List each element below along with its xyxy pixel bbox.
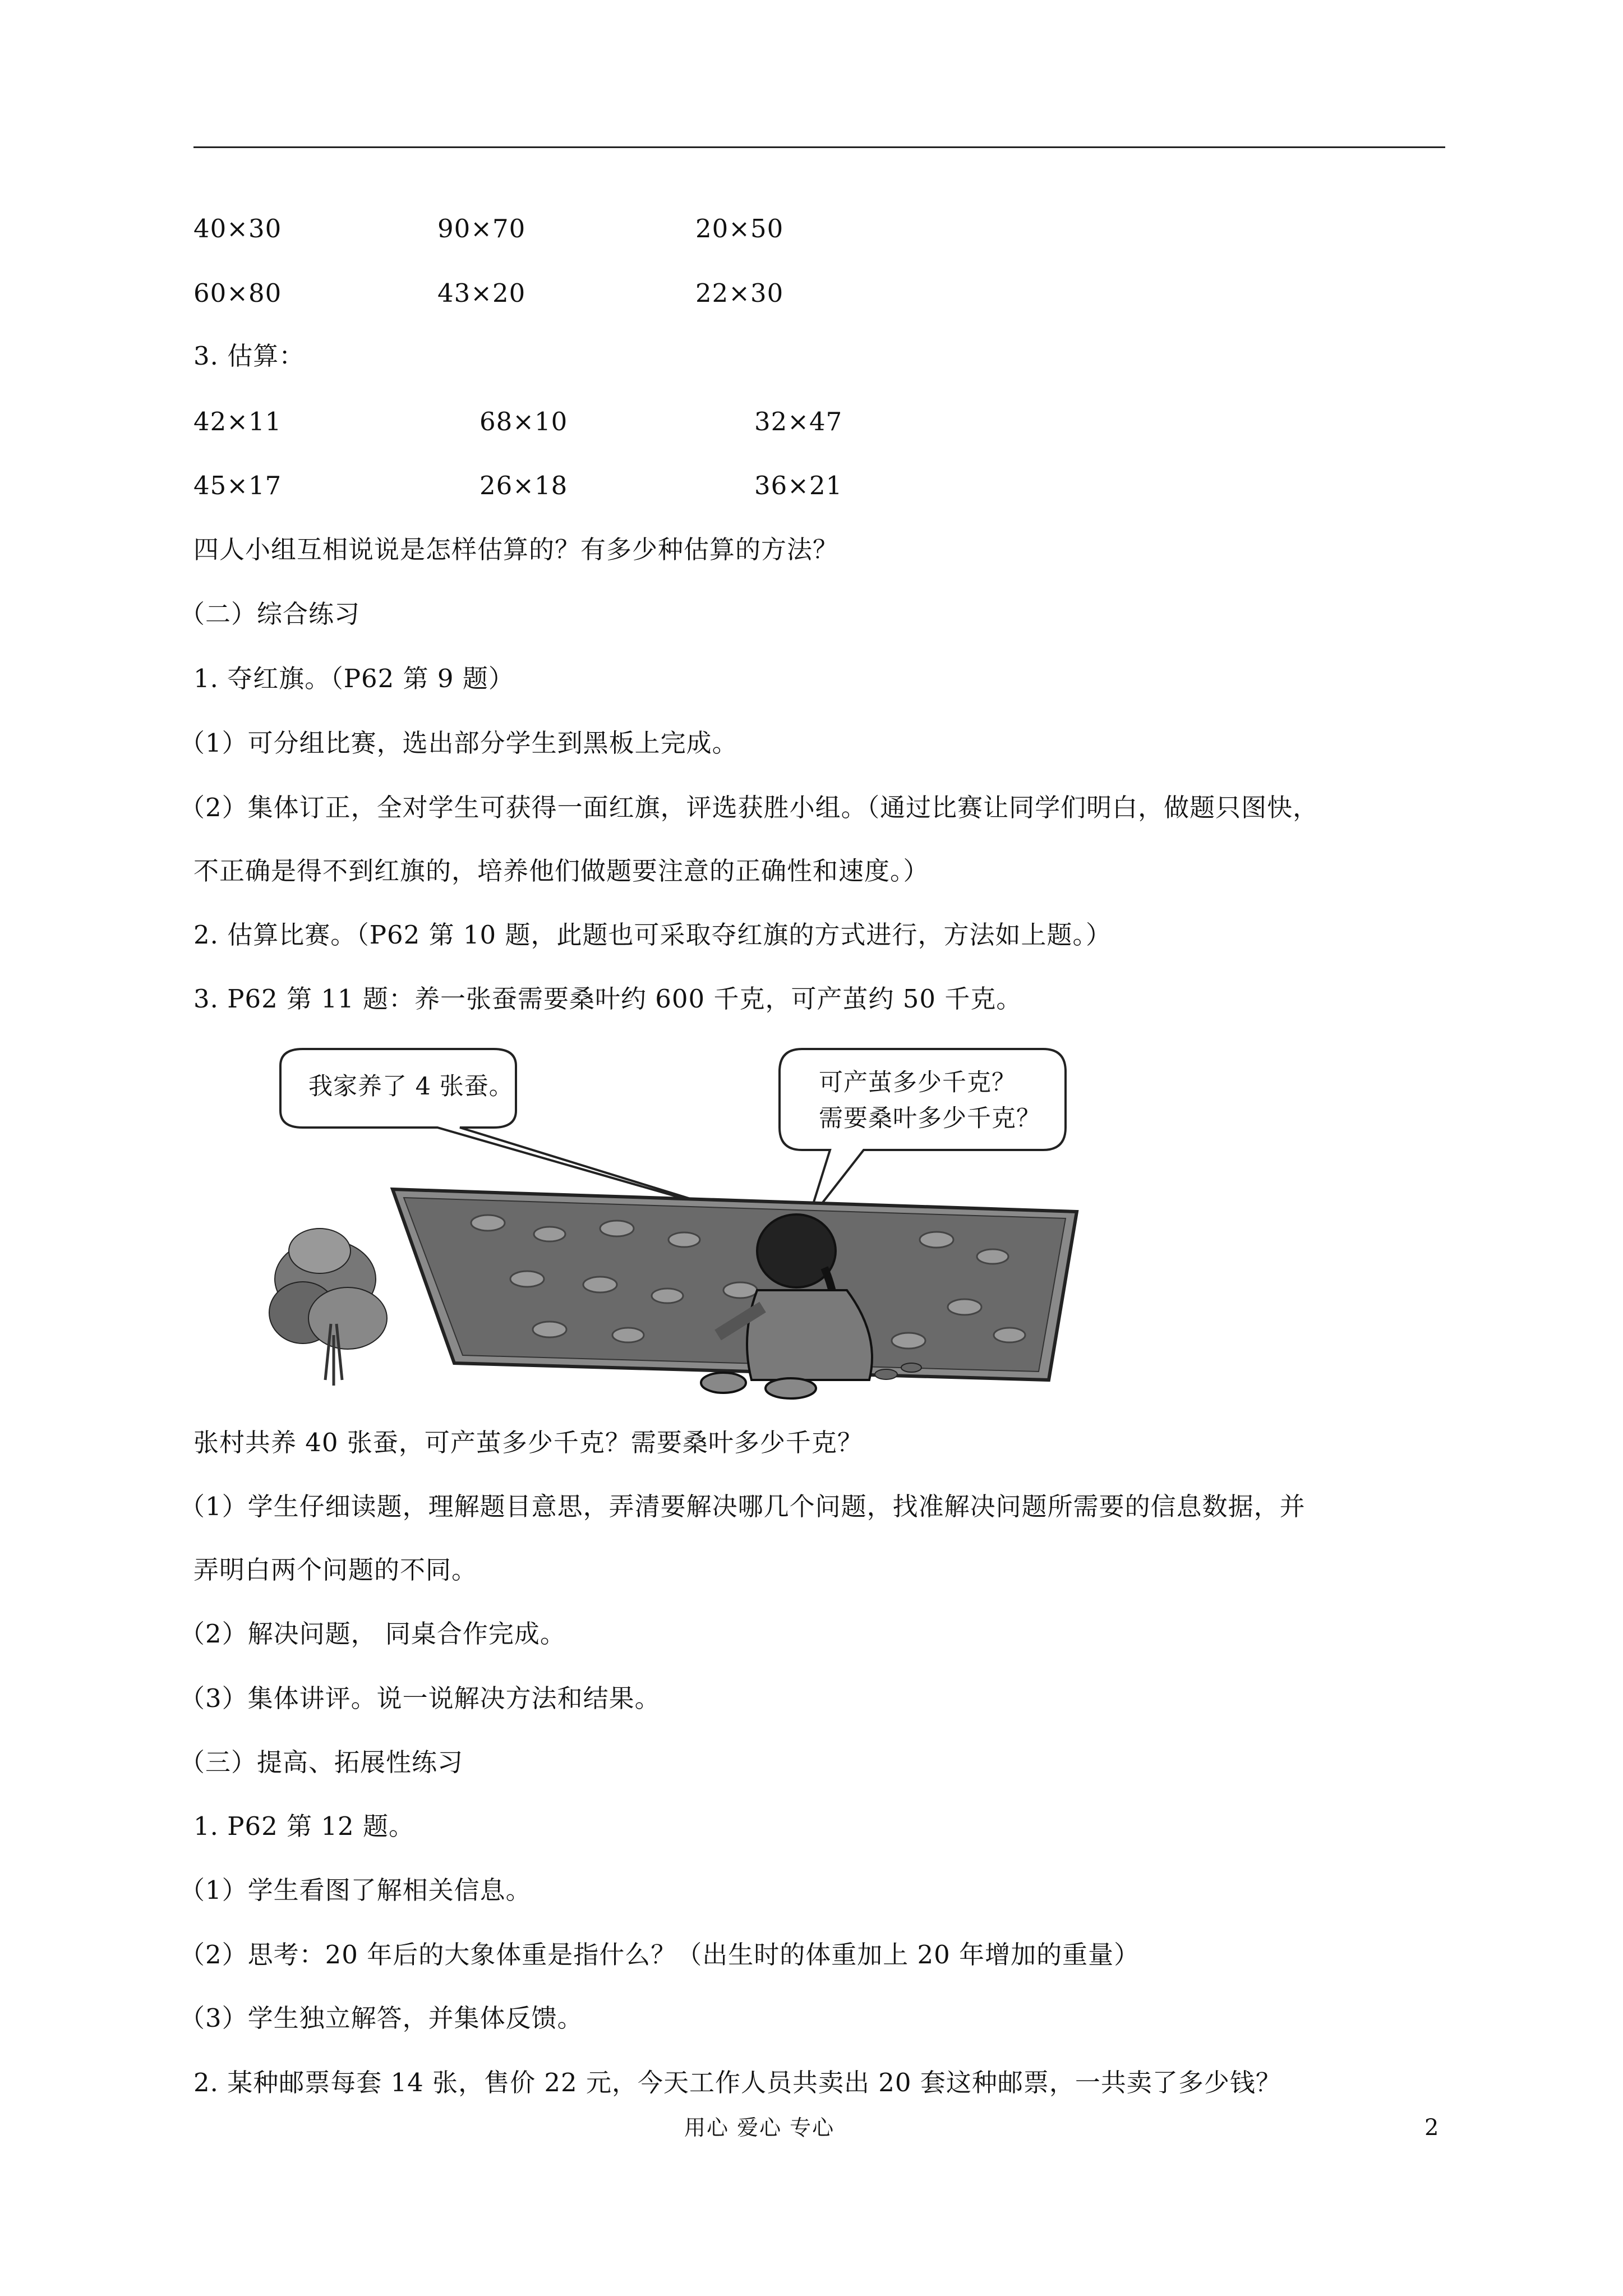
mulberry-bush bbox=[269, 1228, 387, 1386]
calc-item: 26×18 bbox=[479, 471, 568, 500]
calc-item: 36×21 bbox=[754, 471, 843, 500]
section-heading: （二）综合练习 bbox=[179, 599, 361, 629]
calc-item: 90×70 bbox=[437, 214, 526, 243]
calc-item: 68×10 bbox=[479, 407, 568, 436]
paragraph: 不正确是得不到红旗的，培养他们做题要注意的正确性和速度。） bbox=[193, 856, 929, 886]
paragraph: （3）学生独立解答，并集体反馈。 bbox=[179, 2003, 583, 2033]
calc-item: 45×17 bbox=[193, 471, 282, 500]
calc-item: 40×30 bbox=[193, 214, 282, 243]
paragraph: （2）思考：20 年后的大象体重是指什么？（出生时的体重加上 20 年增加的重量） bbox=[179, 1940, 1140, 1970]
calc-item: 22×30 bbox=[695, 278, 784, 308]
paragraph: 1. 夺红旗。（P62 第 9 题） bbox=[193, 664, 514, 693]
paragraph: （2）解决问题， 同桌合作完成。 bbox=[179, 1619, 566, 1649]
calc-item: 43×20 bbox=[437, 278, 526, 308]
paragraph: 2. 估算比赛。（P62 第 10 题，此题也可采取夺红旗的方式进行，方法如上题。） bbox=[193, 920, 1112, 950]
paragraph: 3. P62 第 11 题：养一张蚕需要桑叶约 600 千克，可产茧约 50 千克。 bbox=[193, 984, 1022, 1014]
paragraph: （3）集体讲评。说一说解决方法和结果。 bbox=[179, 1683, 661, 1713]
footer-motto: 用心 爱心 专心 bbox=[684, 2115, 835, 2140]
paragraph: 张村共养 40 张蚕，可产茧多少千克？需要桑叶多少千克？ bbox=[193, 1428, 863, 1457]
paragraph: （1）学生看图了解相关信息。 bbox=[179, 1875, 532, 1905]
section-heading: 3. 估算： bbox=[193, 341, 305, 371]
section-heading: （三）提高、拓展性练习 bbox=[179, 1747, 464, 1777]
speech-bubble-right-text-1: 可产茧多少千克？ bbox=[819, 1069, 1016, 1097]
header-rule bbox=[193, 146, 1445, 148]
calc-item: 20×50 bbox=[695, 214, 784, 243]
page-number: 2 bbox=[1424, 2115, 1439, 2141]
silkworm-illustration bbox=[236, 1043, 1099, 1402]
paragraph: （1）可分组比赛，选出部分学生到黑板上完成。 bbox=[179, 728, 738, 758]
calc-item: 32×47 bbox=[754, 407, 843, 436]
paragraph: 2. 某种邮票每套 14 张，售价 22 元，今天工作人员共卖出 20 套这种邮票，一共卖了多少钱？ bbox=[193, 2068, 1281, 2097]
paragraph: 四人小组互相说说是怎样估算的？有多少种估算的方法？ bbox=[193, 535, 839, 564]
speech-bubble-right-text-2: 需要桑叶多少千克？ bbox=[819, 1105, 1041, 1133]
paragraph: 1. P62 第 12 题。 bbox=[193, 1811, 414, 1841]
calc-item: 60×80 bbox=[193, 278, 282, 308]
paragraph: 弄明白两个问题的不同。 bbox=[193, 1555, 478, 1585]
paragraph: （1）学生仔细读题，理解题目意思，弄清要解决哪几个问题，找准解决问题所需要的信息数据，并 bbox=[179, 1492, 1306, 1521]
speech-bubble-left-text: 我家养了 4 张蚕。 bbox=[308, 1073, 514, 1101]
silkworm-tray bbox=[393, 1189, 1077, 1380]
calc-item: 42×11 bbox=[193, 407, 282, 436]
paragraph: （2）集体订正，全对学生可获得一面红旗，评选获胜小组。（通过比赛让同学们明白，做题只图快， bbox=[179, 793, 1319, 822]
